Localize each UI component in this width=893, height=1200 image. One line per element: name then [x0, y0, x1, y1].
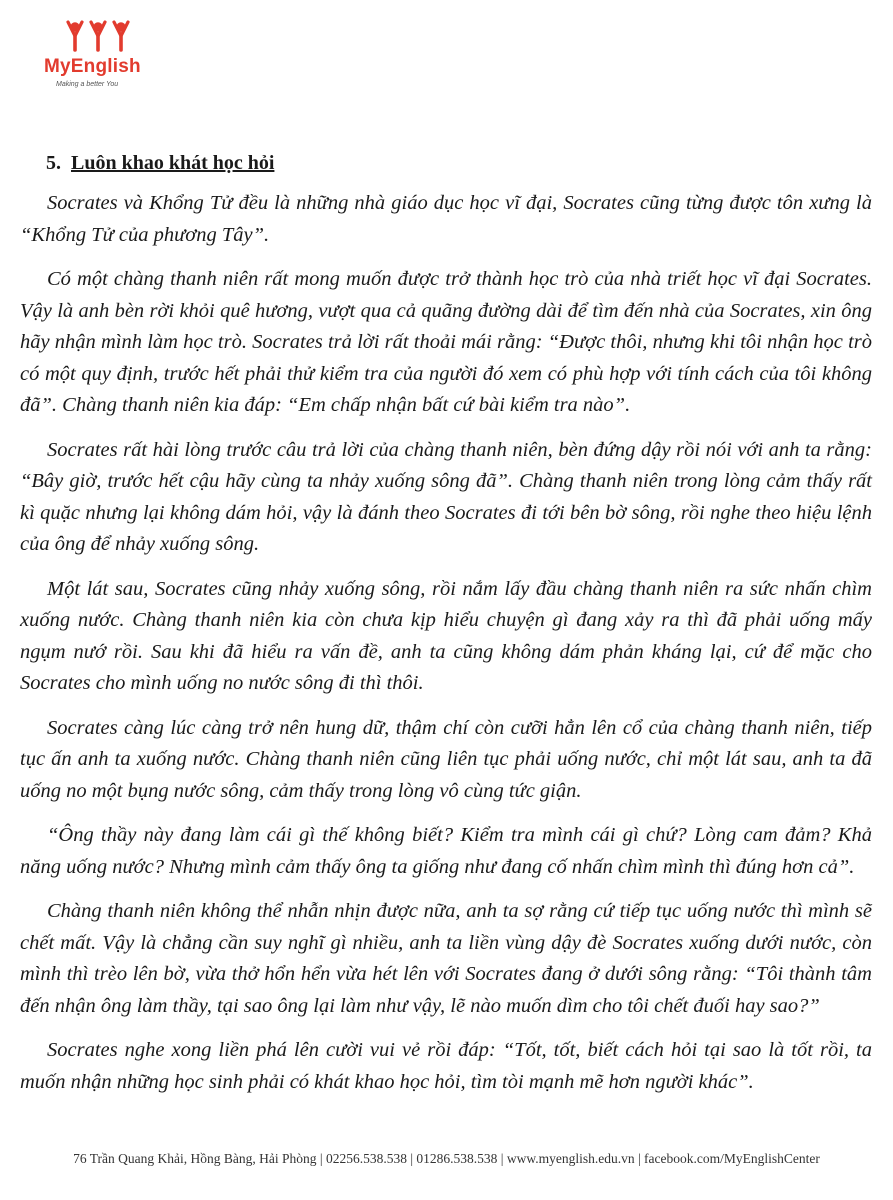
brand-tagline: Making a better You [56, 81, 119, 88]
paragraph: Socrates nghe xong liền phá lên cười vui vẻ rồi đáp: “Tốt, tốt, biết cách hỏi tại sao là tốt rồi, ta muốn nhận những học sinh phải có khát khao học hỏi, tìm tòi mạnh mẽ hơn người khác”. [20, 1039, 872, 1093]
brand-logo [44, 20, 164, 90]
paragraph: Chàng thanh niên không thể nhẫn nhịn được nữa, anh ta sợ rằng cứ tiếp tục uống nước thì mình sẽ chết mất. Vậy là chẳng cần suy nghĩ gì nhiều, anh ta liền vùng dậy đè Socrates xuống dưới nước, còn mình thì trèo lên bờ, vừa thở hổn hển vừa hét lên với Socrates đang ở dưới sông rằng: “Tôi thành tâm đến nhận ông làm thầy, tại sao ông lại làm như vậy, lẽ nào muốn dìm cho tôi chết đuối hay sao?” [20, 900, 872, 1017]
paragraph: Socrates và Khổng Tử đều là những nhà giáo dục học vĩ đại, Socrates cũng từng được tôn xưng là “Khổng Tử của phương Tây”. [20, 192, 872, 246]
paragraph: “Ông thầy này đang làm cái gì thế không biết? Kiểm tra mình cái gì chứ? Lòng cam đảm? Khả năng uống nước? Nhưng mình cảm thấy ông ta giống như đang cố nhấn chìm mình thì đúng hơn cả”. [20, 824, 872, 878]
people-logo-icon [66, 20, 130, 52]
paragraph: Có một chàng thanh niên rất mong muốn được trở thành học trò của nhà triết học vĩ đại Socrates. Vậy là anh bèn rời khỏi quê hương, vượt qua cả quãng đường dài để tìm đến nhà của Socrates, xin ông hãy nhận mình làm học trò. Socrates trả lời rất thoải mái rằng: “Được thôi, nhưng khi tôi nhận học trò có một quy định, trước hết phải thử kiểm tra của người đó xem có phù hợp với tính cách của tôi không đã”. Chàng thanh niên kia đáp: “Em chấp nhận bất cứ bài kiểm tra nào”. [20, 268, 872, 416]
section-heading [46, 150, 872, 176]
paragraph: Socrates rất hài lòng trước câu trả lời của chàng thanh niên, bèn đứng dậy rồi nói với anh ta rằng: “Bây giờ, trước hết cậu hãy cùng ta nhảy xuống sông đã”. Chàng thanh niên trong lòng cảm thấy rất kì quặc nhưng lại không dám hỏi, vậy là đánh theo Socrates đi tới bên bờ sông, rồi nghe theo hiệu lệnh của ông để nhảy xuống sông. [20, 438, 872, 555]
document-body [20, 150, 872, 1111]
paragraph: Một lát sau, Socrates cũng nhảy xuống sông, rồi nắm lấy đầu chàng thanh niên ra sức nhấn chìm xuống nước. Chàng thanh niên kia còn chưa kịp hiểu chuyện gì đang xảy ra thì đã phải uống mấy ngụm nướ rồi. Sau khi đã hiểu ra vấn đề, anh ta cũng không dám phản kháng lại, cứ để mặc cho Socrates cho mình uống no nước sông đi thì thôi. [20, 577, 872, 694]
brand-name: MyEnglish [44, 56, 141, 77]
page-footer: 76 Trần Quang Khải, Hồng Bàng, Hải Phòng | 02256.538.538 | 01286.538.538 | www.myenglish.edu.vn | facebook.com/MyEnglishCenter [73, 1151, 820, 1166]
section-title: Luôn khao khát học hỏi [71, 152, 275, 174]
paragraph: Socrates càng lúc càng trở nên hung dữ, thậm chí còn cưỡi hẳn lên cổ của chàng thanh niên, tiếp tục ấn anh ta xuống nước. Chàng thanh niên cũng liên tục phải uống nước, chỉ một lát sau, anh ta đã uống no một bụng nước sông, cảm thấy trong lòng vô cùng tức giận. [20, 716, 872, 802]
section-number: 5. [46, 152, 61, 174]
